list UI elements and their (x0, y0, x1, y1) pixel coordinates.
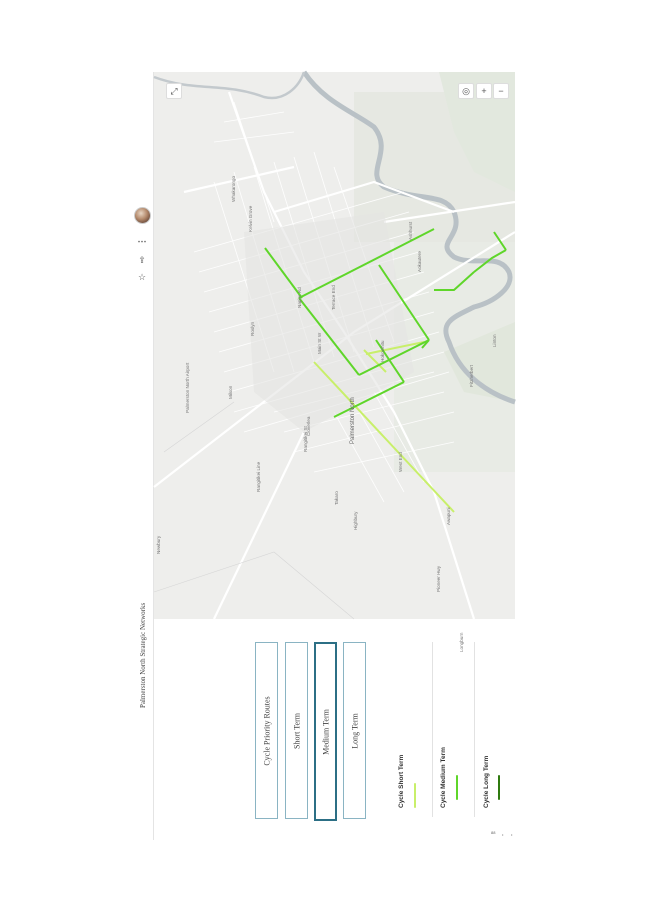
map-label: Linton (492, 334, 497, 347)
more-icon[interactable]: ⋯ (137, 236, 147, 246)
map-label: Palmerston North Airport (185, 362, 190, 413)
zoom-in-icon[interactable]: + (476, 83, 492, 99)
medium-term-button[interactable] (314, 642, 337, 821)
map-label: Palmerston North (350, 397, 356, 444)
map-label: Rangitikei St (303, 426, 308, 452)
map-label: Awapuni (446, 507, 451, 525)
map-label: Fitzherbert (469, 365, 474, 387)
map-label: Terrace End (331, 285, 336, 310)
expand-icon[interactable]: ⤢ (166, 83, 182, 99)
map-label: Takaro (334, 491, 339, 505)
map-label: Longburn (459, 632, 464, 652)
star-icon[interactable]: ☆ (137, 272, 147, 282)
map-label: Cloverlea (306, 416, 311, 436)
legend-divider (474, 642, 475, 817)
legend-swatch-short (414, 783, 416, 808)
button-label: Long Term (350, 712, 359, 749)
button-label: Medium Term (321, 708, 330, 755)
nav-dot-icon[interactable]: 88 (491, 830, 496, 835)
zoom-out-icon[interactable]: − (493, 83, 509, 99)
legend-title: Cycle Long Term (483, 755, 490, 808)
map-label: Roslyn (250, 321, 255, 336)
map-label: Pioneer Hwy (436, 565, 441, 592)
map-label: Kelvin Grove (248, 205, 253, 232)
map-label: Highbury (353, 511, 358, 530)
map-canvas (154, 72, 515, 619)
legend-swatch-medium (456, 775, 458, 800)
short-term-button[interactable] (285, 642, 308, 819)
map-label: Milson (228, 385, 233, 399)
share-icon[interactable]: ⇪ (138, 255, 146, 265)
legend-title: Cycle Short Term (398, 754, 405, 808)
nav-dot-icon[interactable]: • (502, 832, 504, 837)
map-label: Napier Rd (297, 287, 302, 308)
button-label: Cycle Priority Routes (262, 695, 271, 766)
button-label: Short Term (292, 712, 301, 749)
map-label: Hokowhitu (380, 340, 385, 362)
legend-swatch-long (498, 775, 500, 800)
locate-icon[interactable]: ◎ (458, 83, 474, 99)
map-label: Ashhurst (408, 221, 413, 240)
map-label: Aokautere (417, 251, 422, 272)
page-title: Palmerston North Strategic Networks (139, 602, 147, 708)
map-label: Main St W (317, 332, 322, 354)
legend-title: Cycle Medium Term (440, 747, 447, 808)
map-label: Rangitikei Line (256, 461, 261, 492)
legend-divider (432, 642, 433, 817)
cycle-priority-routes-button[interactable] (255, 642, 278, 819)
long-term-button[interactable] (343, 642, 366, 819)
map-label: Newbury (156, 535, 161, 554)
map-label: Whakarongo (231, 175, 236, 202)
nav-dot-icon[interactable]: • (511, 832, 513, 837)
user-avatar[interactable] (134, 207, 151, 224)
map-view[interactable] (154, 72, 515, 652)
map-label: West End (398, 452, 403, 472)
